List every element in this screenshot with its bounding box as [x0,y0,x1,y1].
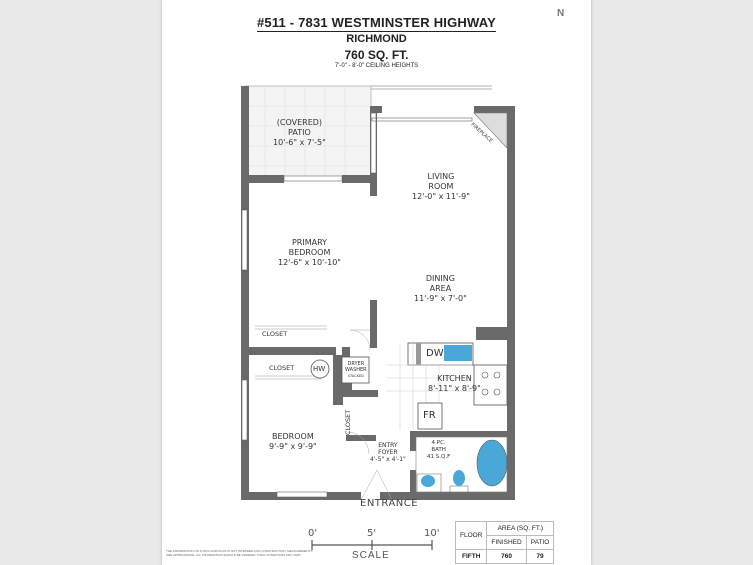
floor-header: FLOOR [456,522,487,550]
city-title: RICHMOND [346,33,407,45]
ceiling-heights: 7'-0" - 8'-0" CEILING HEIGHTS [334,63,419,69]
room-primary-bedroom: PRIMARY BEDROOM 12'-6" x 10'-10" [278,238,341,267]
north-arrow-icon: N [557,8,565,19]
area-title: 760 SQ. FT. [344,48,409,62]
floor-value: FIFTH [456,550,487,564]
disclaimer-text: THE INFORMATION ON THIS FLOOR PLAN IS NOT INTENDED FOR CONSTRUCTION. MEASUREMENTS ARE APPROXIMATE. ALL INFORMATION SHOULD BE VERIFIED. FINAL CONDITIONS MAY VARY. [166,549,313,557]
fridge-label: FR [423,410,436,421]
closet-label-primary: CLOSET [262,330,288,338]
scale-bar [312,540,432,550]
patio-header: PATIO [526,536,554,550]
scale-tick-5: 5' [367,528,377,539]
finished-header: FINISHED [487,536,526,550]
closet-label-hall: CLOSET [344,409,352,435]
area-header: AREA (SQ. FT.) [487,522,554,536]
room-dining: DINING AREA 11'-9" x 7'-0" [414,274,467,303]
scale-label: SCALE [352,550,390,561]
floor-plan-sheet [162,0,591,565]
room-foyer: ENTRY FOYER 4'-5" x 4'-1" [370,442,406,463]
finished-value: 760 [487,550,526,564]
dryer-washer-label: DRYER WASHER STACKED [345,361,367,378]
patio-value: 79 [526,550,554,564]
entrance-label: ENTRANCE [360,498,419,509]
hw-label: HW [313,365,326,373]
fireplace-label: FIREPLACE [469,121,494,145]
dishwasher-label: DW [426,348,444,359]
room-kitchen: KITCHEN 8'-11" x 8'-9" [428,374,481,393]
room-patio: (COVERED) PATIO 10'-6" x 7'-5" [273,118,326,147]
floor-plan-drawing [162,0,591,565]
room-bedroom: BEDROOM 9'-9" x 9'-9" [269,432,317,451]
room-living: LIVING ROOM 12'-0" x 11'-9" [412,172,470,201]
closet-label-bedroom: CLOSET [269,364,295,372]
scale-tick-10: 10' [424,528,440,539]
address-title: #511 - 7831 WESTMINSTER HIGHWAY [256,15,497,30]
area-table [455,521,554,564]
room-bath: 4 PC. BATH 41 S.Q.F [427,440,451,460]
scale-tick-0: 0' [308,528,318,539]
